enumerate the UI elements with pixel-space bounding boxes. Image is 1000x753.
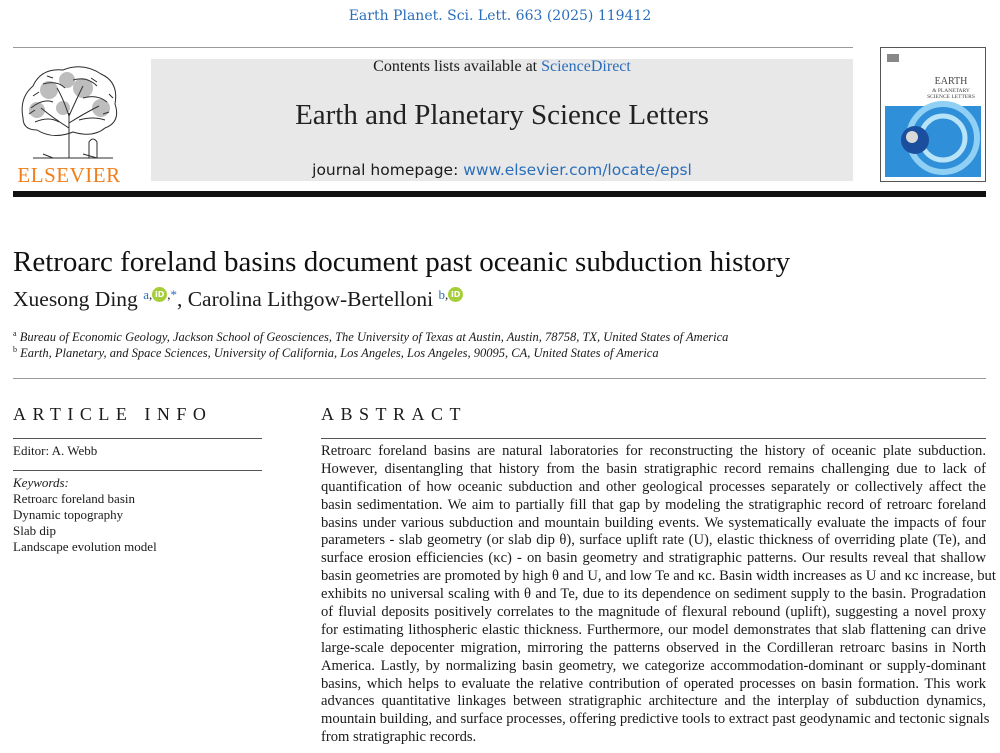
affiliation-text: Earth, Planetary, and Space Sciences, University of California, Los Angeles, Los Angeles, 90095, CA, United States of America <box>20 346 659 361</box>
abstract-line: basins, which helps to evaluate the relative contribution of operated processes on basin formation. This work <box>321 675 986 692</box>
abstract-body <box>321 443 996 747</box>
contents-prefix: Contents lists available at <box>373 58 542 75</box>
section-divider <box>13 378 986 379</box>
abstract-line: basin sedimentation. We aim to partially fill that gap by modeling the stratigraphic record of retroarc foreland <box>321 496 986 513</box>
keyword-item: Retroarc foreland basin <box>13 491 136 506</box>
abstract-line: basin geometries are promoted by high θ and U, and low Te and κc. Basin width increases as U and κc increase, but <box>321 568 996 585</box>
homepage-prefix: journal homepage: <box>312 161 464 179</box>
abstract-line: However, disentangling that history from the basin stratigraphic record remains challenging due to lack of <box>321 460 986 477</box>
affiliation-text: Bureau of Economic Geology, Jackson School of Geosciences, The University of Texas at Austin, Austin, 78758, TX, United States of America <box>19 330 729 345</box>
affiliation-label: a <box>13 329 17 338</box>
orcid-icon[interactable]: iD <box>448 287 463 302</box>
article-title: Retroarc foreland basins document past oceanic subduction history <box>13 246 791 278</box>
contents-availability <box>151 58 853 76</box>
article-info-rule <box>13 470 262 471</box>
abstract-line: for estimating lithospheric elastic thickness. Furthermore, our model demonstrates that slab flattening can drive <box>321 621 986 638</box>
abstract-line: of fluvial deposits positively correlates to the magnitude of flexural rebound (uplift), suggesting a novel proxy <box>321 604 986 621</box>
abstract-line: basins under various subduction and mountain building events. We systematically evaluate the impacts of four <box>321 514 986 531</box>
author-name[interactable]: Carolina Lithgow-Bertelloni <box>187 287 434 311</box>
journal-homepage-link[interactable]: www.elsevier.com/locate/epsl <box>463 161 692 179</box>
affiliation-marker[interactable]: b <box>438 287 445 302</box>
journal-citation-link[interactable]: Earth Planet. Sci. Lett. 663 (2025) 119412 <box>348 8 652 24</box>
abstract-line: quantification of how oceanic subduction and other geological processes separately or collectively affect the <box>321 478 986 495</box>
article-info-rule <box>13 438 262 439</box>
cover-title-line3: SCIENCE LETTERS <box>927 94 975 100</box>
affiliation-marker[interactable]: a <box>143 287 149 302</box>
abstract-line: from stratigraphic records. <box>321 729 477 746</box>
abstract-line: Retroarc foreland basins are natural laboratories for reconstructing the history of oceanic plate subduction. <box>321 443 986 459</box>
corresponding-author-marker[interactable]: * <box>170 287 177 302</box>
author-list: Xuesong Ding $^{a,}$ iD ,*, Carolina Lithgow-Bertelloni $^{b,}$ iD <box>13 287 463 312</box>
affiliation-a <box>13 329 728 345</box>
publisher-wordmark: ELSEVIER <box>17 163 121 187</box>
affiliation-b <box>13 345 659 361</box>
abstract-line: surface erosion efficiencies (κc) - on basin geometry and stratigraphic patterns. Our results reveal that shallow <box>321 550 986 567</box>
journal-cover-thumbnail[interactable] <box>880 47 986 182</box>
keyword-item: Slab dip <box>13 523 56 538</box>
header-thick-rule <box>13 191 986 197</box>
cover-title-line2: & PLANETARY <box>932 88 970 94</box>
author-name[interactable]: Xuesong Ding <box>13 287 138 311</box>
abstract-rule <box>321 438 986 439</box>
orcid-icon[interactable]: iD <box>152 287 167 302</box>
affiliation-label: b <box>13 345 17 354</box>
article-info-heading: ARTICLE INFO <box>13 404 213 424</box>
abstract-line: advances quantitative linkages between stratigraphic architecture and the interplay of subduction dynamics, <box>321 693 986 710</box>
cover-title-line1: EARTH <box>934 76 968 87</box>
keyword-item: Dynamic topography <box>13 507 124 522</box>
abstract-line: America. Lastly, by normalizing basin geometry, we categorize accommodation-dominant or supply-dominant <box>321 657 986 674</box>
journal-homepage <box>151 161 853 179</box>
sciencedirect-link[interactable]: ScienceDirect <box>541 58 631 75</box>
journal-name: Earth and Planetary Science Letters <box>295 99 709 131</box>
editor-line: Editor: A. Webb <box>13 443 98 458</box>
keyword-item: Landscape evolution model <box>13 539 157 554</box>
keywords-label: Keywords: <box>13 475 69 490</box>
header-divider <box>13 47 853 48</box>
abstract-line: large-scale depocenter migration, mirroring the patterns observed in the Cordilleran retroarc basins in North <box>321 639 986 656</box>
abstract-line: mountain building, and surface processes, offering predictive tools to extract past geodynamic and tectonic signals <box>321 711 990 728</box>
abstract-line: parameters - slab geometry (or slab dip θ), surface uplift rate (U), elastic thickness of overriding plate (Te), and <box>321 532 986 549</box>
abstract-heading: ABSTRACT <box>321 404 468 424</box>
abstract-line: exhibits no universal scaling with θ and Te, due to its dependence on sediment supply to the basin. Progradation <box>321 586 986 603</box>
